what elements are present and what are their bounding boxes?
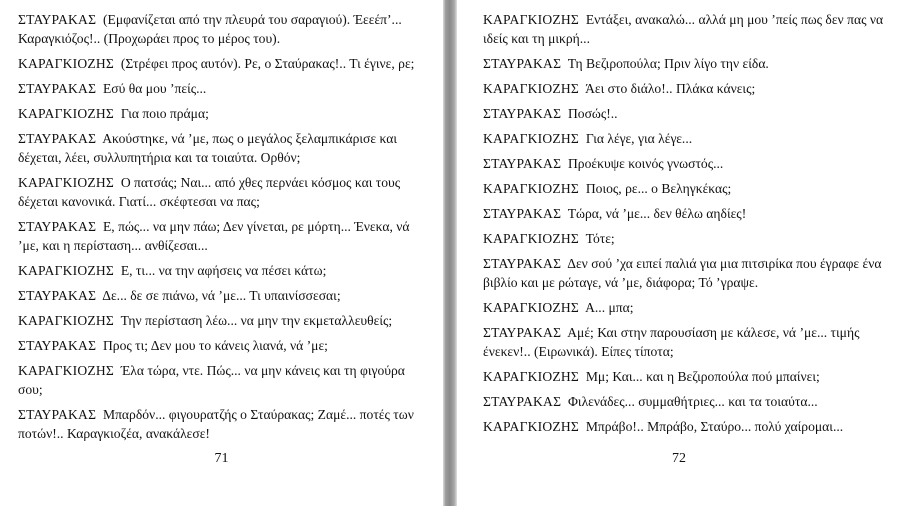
speaker-name: ΚΑΡΑΓΚΙΟΖΗΣ bbox=[18, 263, 115, 278]
dialogue-line bbox=[18, 311, 423, 330]
dialogue-text: Ποιος, ρε... ο Βεληγκέκας; bbox=[585, 181, 732, 196]
dialogue-text: Ε, πώς... να μην πάω; Δεν γίνεται, ρε μόρτη... Ένεκα, νά ’με, και η περίσταση... ανθίζεσαι... bbox=[18, 219, 410, 253]
dialogue-text: Τότε; bbox=[585, 231, 615, 246]
dialogue-text: Προέκυψε κοινός γνωστός... bbox=[567, 156, 724, 171]
dialogue-line bbox=[18, 54, 423, 73]
dialogue-line bbox=[18, 79, 423, 98]
dialogue-line bbox=[18, 286, 423, 305]
speaker-name: ΣΤΑΥΡΑΚΑΣ bbox=[483, 206, 562, 221]
dialogue-line bbox=[483, 54, 885, 73]
speaker-name: ΚΑΡΑΓΚΙΟΖΗΣ bbox=[18, 313, 115, 328]
dialogue-text: Την περίσταση λέω... να μην την εκμεταλλευθείς; bbox=[120, 313, 393, 328]
dialogue-text: Α... μπα; bbox=[585, 300, 634, 315]
speaker-name: ΣΤΑΥΡΑΚΑΣ bbox=[18, 81, 97, 96]
speaker-name: ΣΤΑΥΡΑΚΑΣ bbox=[18, 338, 97, 353]
dialogue-text: Άει στο διάλο!.. Πλάκα κάνεις; bbox=[585, 81, 756, 96]
dialogue-line bbox=[18, 173, 423, 211]
dialogue-line bbox=[483, 179, 885, 198]
dialogue-line bbox=[18, 261, 423, 280]
right-page-text bbox=[483, 10, 885, 442]
dialogue-line bbox=[18, 217, 423, 255]
dialogue-line bbox=[483, 323, 885, 361]
dialogue-text: Μπαρδόν... φιγουρατζής ο Σταύρακας; Ζαμέ... ποτές των ποτών!.. Καραγκιοζέα, ανακάλεσε! bbox=[18, 407, 414, 441]
dialogue-text: Για λέγε, για λέγε... bbox=[585, 131, 693, 146]
dialogue-line bbox=[18, 405, 423, 443]
speaker-name: ΚΑΡΑΓΚΙΟΖΗΣ bbox=[483, 369, 580, 384]
dialogue-line bbox=[18, 10, 423, 48]
speaker-name: ΚΑΡΑΓΚΙΟΖΗΣ bbox=[483, 81, 580, 96]
speaker-name: ΚΑΡΑΓΚΙΟΖΗΣ bbox=[483, 419, 580, 434]
dialogue-text: Μμ; Και... και η Βεζιροπούλα πού μπαίνει; bbox=[585, 369, 820, 384]
speaker-name: ΣΤΑΥΡΑΚΑΣ bbox=[483, 106, 562, 121]
dialogue-text: Έλα τώρα, ντε. Πώς... να μην κάνεις και τη φιγούρα σου; bbox=[18, 363, 405, 397]
dialogue-text: Τώρα, νά ’με... δεν θέλω αηδίες! bbox=[567, 206, 747, 221]
dialogue-text: Εντάξει, ανακαλώ... αλλά μη μου ’πείς πως δεν πας να ιδείς και τη μικρή... bbox=[483, 12, 884, 46]
speaker-name: ΣΤΑΥΡΑΚΑΣ bbox=[18, 12, 97, 27]
dialogue-text: Ποσώς!.. bbox=[567, 106, 618, 121]
dialogue-text: Δε... δε σε πιάνω, νά ’με... Τι υπαινίσσεσαι; bbox=[102, 288, 341, 303]
speaker-name: ΣΤΑΥΡΑΚΑΣ bbox=[18, 407, 97, 422]
speaker-name: ΣΤΑΥΡΑΚΑΣ bbox=[483, 256, 562, 271]
dialogue-text: (Στρέφει προς αυτόν). Ρε, ο Σταύρακας!.. Τι έγινε, ρε; bbox=[120, 56, 415, 71]
speaker-name: ΚΑΡΑΓΚΙΟΖΗΣ bbox=[483, 181, 580, 196]
speaker-name: ΣΤΑΥΡΑΚΑΣ bbox=[483, 156, 562, 171]
dialogue-line bbox=[483, 10, 885, 48]
book-gutter bbox=[443, 0, 457, 506]
dialogue-line bbox=[483, 367, 885, 386]
speaker-name: ΚΑΡΑΓΚΙΟΖΗΣ bbox=[483, 231, 580, 246]
page-number: 71 bbox=[214, 451, 229, 466]
speaker-name: ΚΑΡΑΓΚΙΟΖΗΣ bbox=[18, 56, 115, 71]
dialogue-line bbox=[483, 104, 885, 123]
left-page-text bbox=[18, 10, 423, 449]
dialogue-line bbox=[483, 129, 885, 148]
dialogue-text: Τη Βεζιροπούλα; Πριν λίγο την είδα. bbox=[567, 56, 769, 71]
dialogue-line bbox=[483, 79, 885, 98]
speaker-name: ΣΤΑΥΡΑΚΑΣ bbox=[18, 219, 97, 234]
dialogue-text: Ακούστηκε, νά ’με, πως ο μεγάλος ξελαμπικάρισε και δέχεται, λέει, συλλυπητήρια και τα τοιαύτα. Ορθόν; bbox=[18, 131, 397, 165]
dialogue-line bbox=[18, 129, 423, 167]
dialogue-line bbox=[483, 204, 885, 223]
speaker-name: ΣΤΑΥΡΑΚΑΣ bbox=[18, 288, 97, 303]
dialogue-line bbox=[483, 254, 885, 292]
dialogue-text: Αμέ; Και στην παρουσίαση με κάλεσε, νά ’με... τιμής ένεκεν!.. (Ειρωνικά). Είπες τίποτα; bbox=[483, 325, 860, 359]
dialogue-line bbox=[18, 336, 423, 355]
dialogue-text: Ο πατσάς; Ναι... από χθες περνάει κόσμος και τους δέχεται κανονικά. Γιατί... σκέφτεσαι να πας; bbox=[18, 175, 401, 209]
dialogue-line bbox=[483, 392, 885, 411]
dialogue-line bbox=[18, 361, 423, 399]
dialogue-line bbox=[483, 417, 885, 436]
dialogue-line bbox=[483, 298, 885, 317]
dialogue-text: Δεν σού ’χα ειπεί παλιά για μια πιτσιρίκα που έγραφε ένα βιβλίο και με ρώταγε, νά ’με, διάφορα; Τό ’γραψε. bbox=[483, 256, 882, 290]
dialogue-text: Εσύ θα μου ’πείς... bbox=[102, 81, 207, 96]
speaker-name: ΚΑΡΑΓΚΙΟΖΗΣ bbox=[483, 12, 580, 27]
speaker-name: ΚΑΡΑΓΚΙΟΖΗΣ bbox=[18, 175, 115, 190]
page-number: 72 bbox=[672, 451, 686, 466]
speaker-name: ΣΤΑΥΡΑΚΑΣ bbox=[483, 56, 562, 71]
dialogue-line bbox=[18, 104, 423, 123]
speaker-name: ΚΑΡΑΓΚΙΟΖΗΣ bbox=[483, 300, 580, 315]
speaker-name: ΣΤΑΥΡΑΚΑΣ bbox=[18, 131, 97, 146]
right-page bbox=[457, 0, 901, 506]
dialogue-text: (Εμφανίζεται από την πλευρά του σαραγιού). Έεεέπ’... Καραγκιόζος!.. (Προχωράει προς το μέρος του). bbox=[18, 12, 402, 46]
speaker-name: ΣΤΑΥΡΑΚΑΣ bbox=[483, 394, 562, 409]
dialogue-line bbox=[483, 154, 885, 173]
dialogue-text: Φιλενάδες... συμμαθήτριες... και τα τοιαύτα... bbox=[567, 394, 818, 409]
dialogue-text: Προς τι; Δεν μου το κάνεις λιανά, νά ’με; bbox=[102, 338, 328, 353]
speaker-name: ΚΑΡΑΓΚΙΟΖΗΣ bbox=[483, 131, 580, 146]
dialogue-text: Ε, τι... να την αφήσεις να πέσει κάτω; bbox=[120, 263, 327, 278]
dialogue-line bbox=[483, 229, 885, 248]
speaker-name: ΣΤΑΥΡΑΚΑΣ bbox=[483, 325, 562, 340]
speaker-name: ΚΑΡΑΓΚΙΟΖΗΣ bbox=[18, 363, 115, 378]
speaker-name: ΚΑΡΑΓΚΙΟΖΗΣ bbox=[18, 106, 115, 121]
left-page bbox=[0, 0, 443, 506]
dialogue-text: Μπράβο!.. Μπράβο, Σταύρο... πολύ χαίρομαι... bbox=[585, 419, 844, 434]
dialogue-text: Για ποιο πράμα; bbox=[120, 106, 209, 121]
